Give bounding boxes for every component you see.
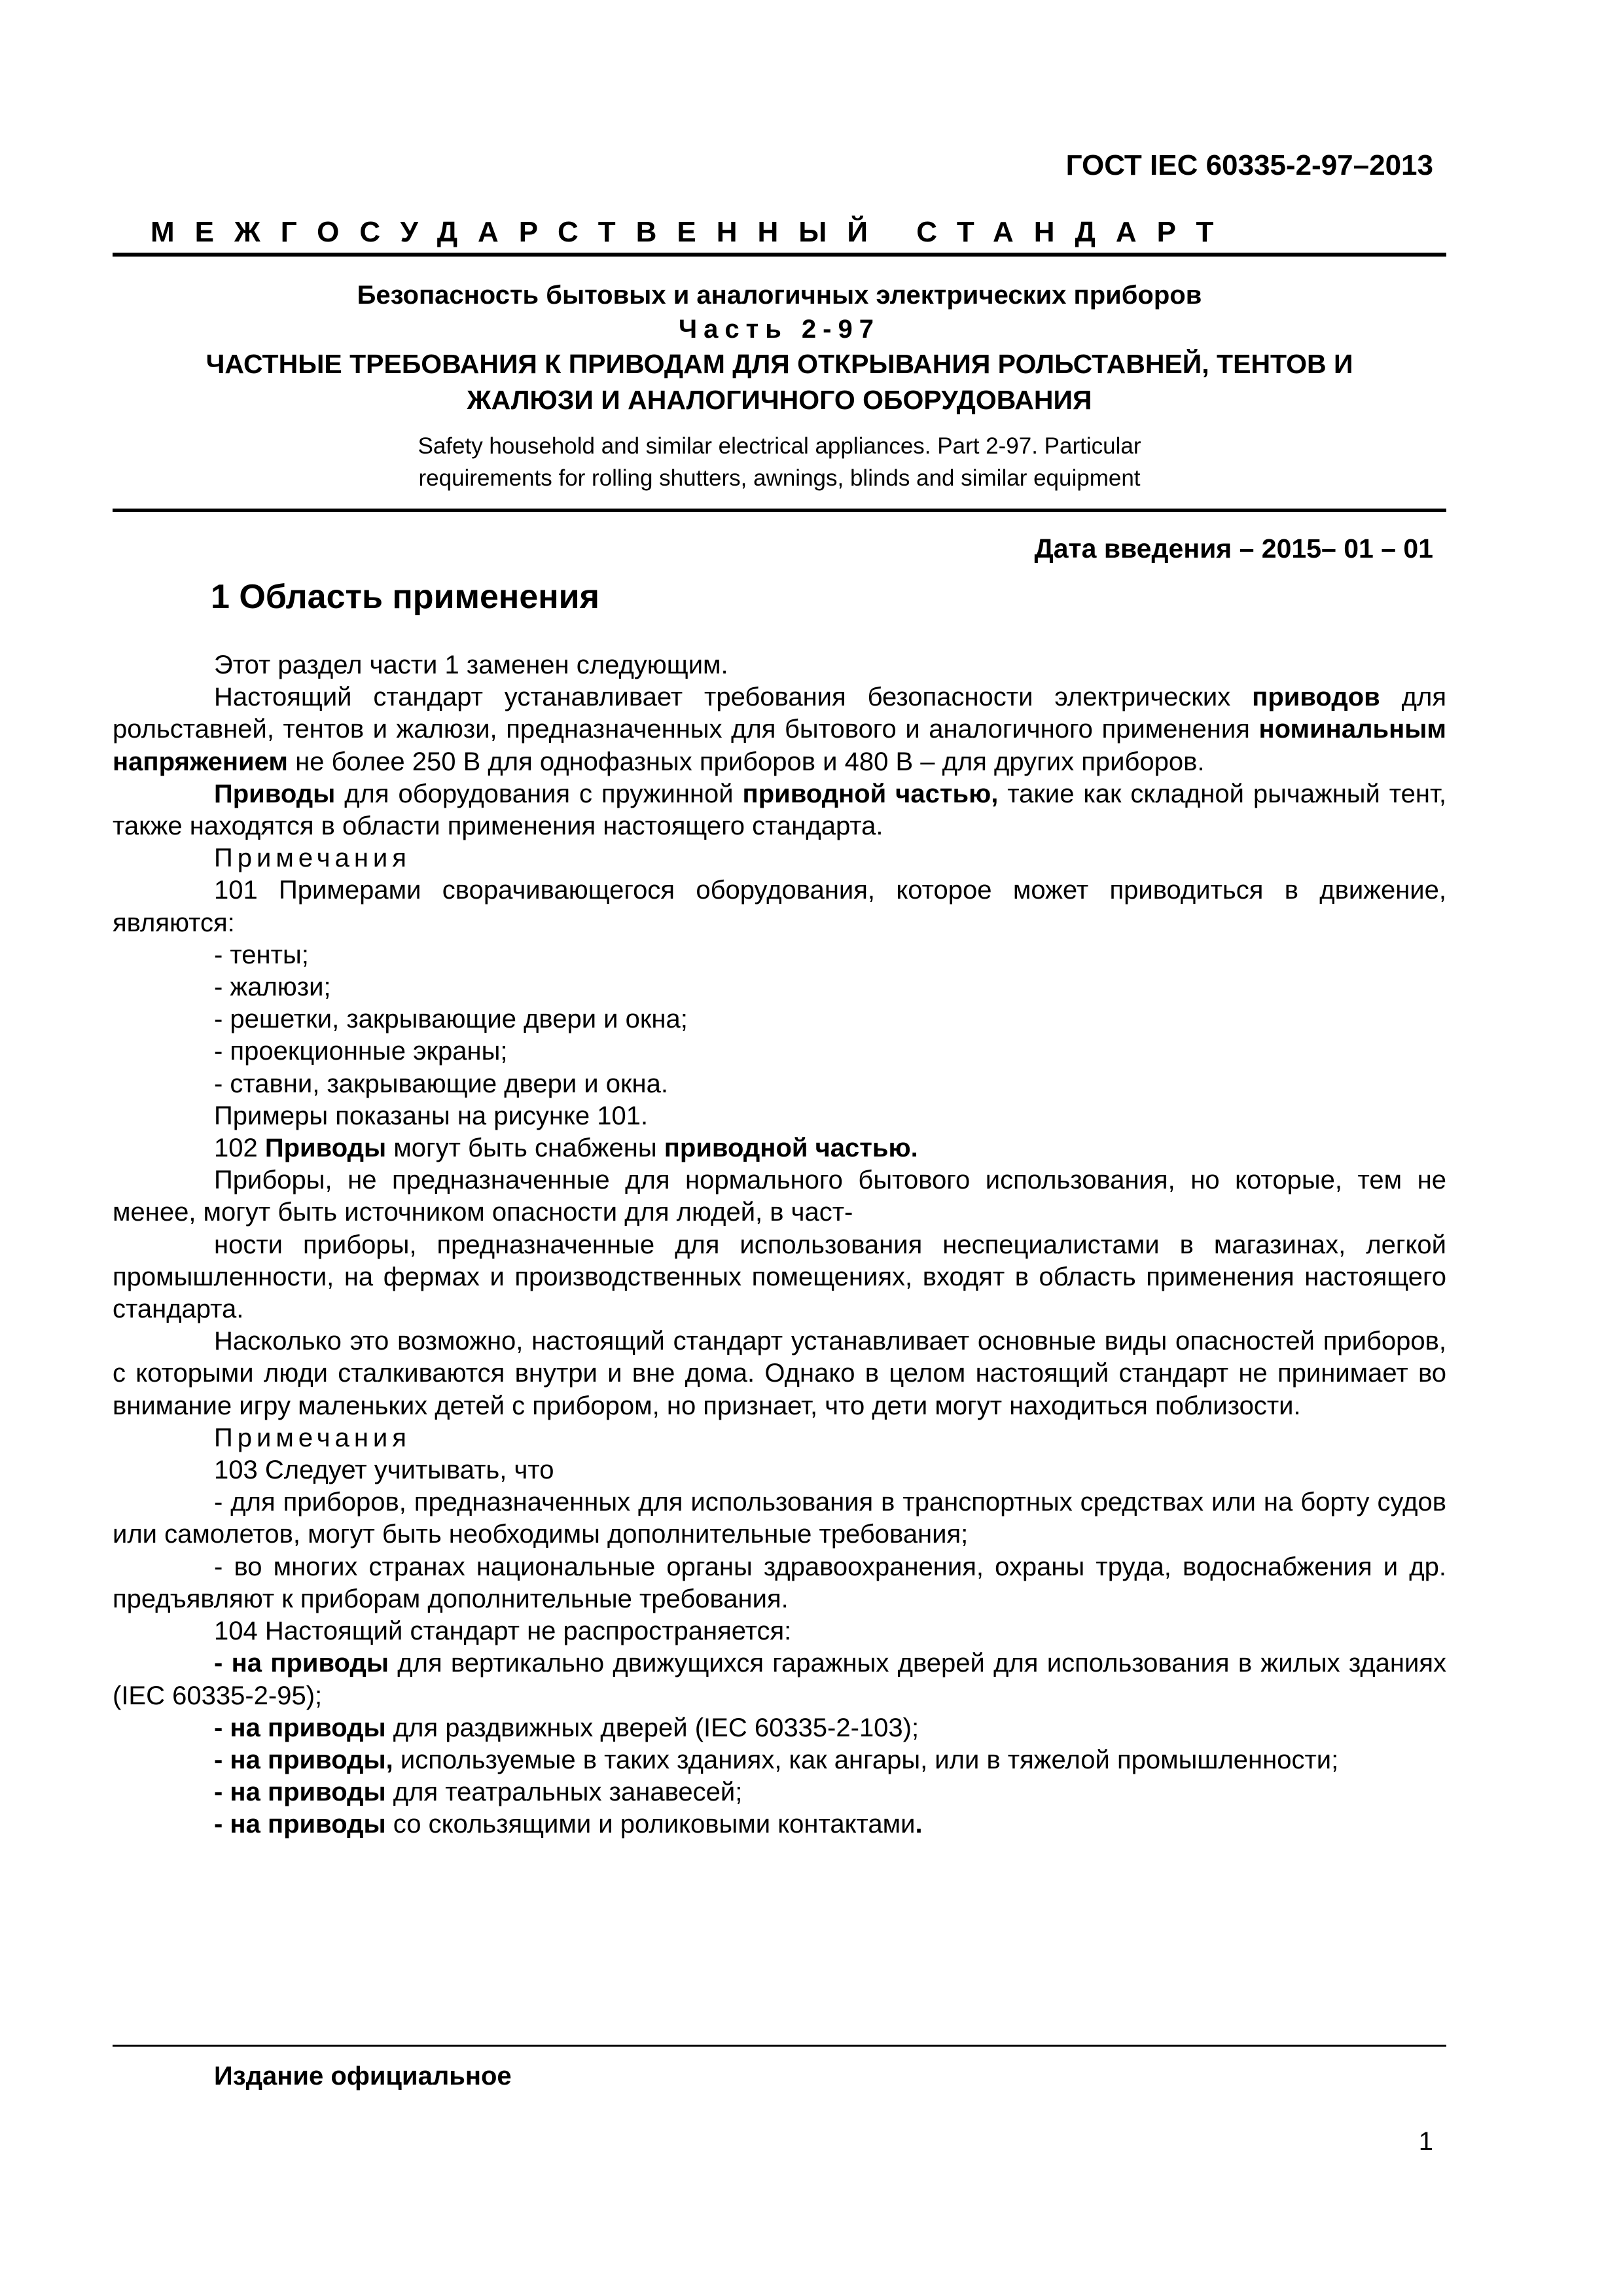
list-item: - жалюзи;	[214, 973, 331, 1002]
text-run: для оборудования с пружинной	[335, 779, 743, 808]
title-part: Часть 2-97	[679, 315, 880, 344]
bold-term: номинальным напряжением	[113, 715, 1446, 776]
text-run: могут быть снабжены	[386, 1134, 664, 1163]
bold-term: приводы	[267, 1778, 386, 1807]
bold-term: приводной частью,	[742, 779, 999, 808]
note-101: 101 Примерами сворачивающегося оборудования, которое может приводиться в движение, являются:	[113, 876, 1446, 937]
bold-term: - на	[214, 1649, 271, 1678]
interstate-standard-label: МЕЖГОСУДАРСТВЕННЫЙ СТАНДАРТ	[151, 216, 1234, 248]
bold-term: приводной частью.	[664, 1134, 918, 1163]
title-block	[113, 278, 1446, 494]
bold-term: .	[915, 1810, 923, 1839]
bold-term: Приводы	[264, 1134, 387, 1163]
bold-term: - на	[214, 1745, 268, 1774]
note-103-vehicles: - для приборов, предназначенных для использования в транспортных средствах или на борту судов или самолетов, могут быть необходимы дополнительные требования;	[113, 1488, 1446, 1549]
bold-term: приводы	[267, 1810, 386, 1839]
examples-reference: Примеры показаны на рисунке 101.	[214, 1101, 649, 1130]
title-line-1: Безопасность бытовых и аналогичных электрических приборов	[357, 281, 1202, 310]
text-run: используемые в таких зданиях, как ангары, или в тяжелой промышленности;	[393, 1745, 1339, 1774]
list-item: - решетки, закрывающие двери и окна;	[214, 1005, 688, 1034]
text-run: Настоящий стандарт устанавливает требования безопасности электрических	[214, 683, 1253, 712]
exclusion-item	[113, 1776, 1446, 1808]
note-102	[113, 1132, 1446, 1164]
item-104: 104 Настоящий стандарт не распространяется:	[214, 1617, 792, 1646]
text-run: 102	[214, 1134, 265, 1163]
title-english-line-1: Safety household and similar electrical appliances. Part 2-97. Particular	[418, 433, 1141, 459]
title-english	[113, 430, 1446, 494]
note-103: 103 Следует учитывать, что	[214, 1456, 554, 1485]
page-number: 1	[1418, 2127, 1433, 2156]
bold-term: приводы	[267, 1713, 386, 1742]
edition-label: Издание официальное	[214, 2062, 512, 2090]
intro-date: Дата введения – 2015– 01 – 01	[1034, 533, 1433, 564]
top-rule	[113, 253, 1446, 257]
title-line-3: ЧАСТНЫЕ ТРЕБОВАНИЯ К ПРИВОДАМ ДЛЯ ОТКРЫВАНИЯ РОЛЬСТАВНЕЙ, ТЕНТОВ И	[205, 349, 1353, 379]
note-103-authorities: - во многих странах национальные органы здравоохранения, охраны труда, водоснабжения и др. предъявляют к приборам дополнительные требования.	[113, 1552, 1446, 1613]
bold-term: Приводы	[214, 779, 336, 808]
paragraph-replaced: Этот раздел части 1 заменен следующим.	[214, 651, 728, 679]
list-item: - ставни, закрывающие двери и окна.	[214, 1069, 668, 1098]
text-run: для театральных занавесей;	[385, 1778, 743, 1807]
body-text	[113, 649, 1446, 1841]
exclusion-item	[113, 1647, 1446, 1712]
bold-term: приводы	[270, 1649, 389, 1678]
bold-term: приводов	[1252, 683, 1380, 712]
text-run: не более 250 В для однофазных приборов и 480 В – для других приборов.	[287, 747, 1205, 776]
bold-term: - на	[214, 1713, 268, 1742]
exclusion-item	[113, 1744, 1446, 1776]
title-english-line-2: requirements for rolling shutters, awnings, blinds and similar equipment	[418, 465, 1141, 491]
text-run: такие как складной рычажный тент, также находятся в области применения настоящего стандарта.	[113, 779, 1447, 841]
paragraph-scope	[113, 681, 1446, 778]
notes-label: Примечания	[214, 844, 411, 873]
gost-code: ГОСТ IEC 60335-2-97–2013	[1065, 149, 1433, 181]
bold-term: приводы,	[267, 1745, 393, 1774]
list-item: - тенты;	[214, 940, 309, 969]
title-rule	[113, 509, 1446, 512]
text-run: для раздвижных дверей (IEC 60335-2-103);	[385, 1713, 919, 1742]
title-line-4: ЖАЛЮЗИ И АНАЛОГИЧНОГО ОБОРУДОВАНИЯ	[467, 385, 1092, 415]
bold-term: - на	[214, 1778, 268, 1807]
paragraph-non-household: Приборы, не предназначенные для нормального бытового использования, но которые, тем не менее, могут быть источником опасности для людей, в част-	[113, 1166, 1446, 1227]
text-run: со скользящими и роликовыми контактами	[385, 1810, 916, 1839]
bold-term: - на	[214, 1810, 268, 1839]
notes-label: Примечания	[214, 1423, 411, 1452]
exclusion-item	[113, 1808, 1446, 1840]
paragraph-non-specialists: ности приборы, предназначенные для использования неспециалистами в магазинах, легкой промышленности, на фермах и производственных помещениях, входят в область применения настоящего стандарта.	[113, 1230, 1446, 1324]
footer-rule	[113, 2045, 1446, 2047]
text-run: для вертикально движущихся гаражных дверей для использования в жилых зданиях (IEC 60335-2-95);	[113, 1649, 1446, 1710]
paragraph-spring-drive	[113, 778, 1446, 842]
list-item: - проекционные экраны;	[214, 1037, 508, 1066]
paragraph-hazards: Насколько это возможно, настоящий стандарт устанавливает основные виды опасностей приборов, с которыми люди сталкиваются внутри и вне дома. Однако в целом настоящий стандарт не принимает во внимание игру маленьких детей с прибором, но признает, что дети могут находиться поблизости.	[113, 1327, 1446, 1420]
text-run: для рольставней, тентов и жалюзи, предназначенных для бытового и аналогичного применения	[113, 683, 1446, 744]
section-heading: 1 Область применения	[211, 578, 599, 616]
exclusion-item	[113, 1712, 1446, 1744]
